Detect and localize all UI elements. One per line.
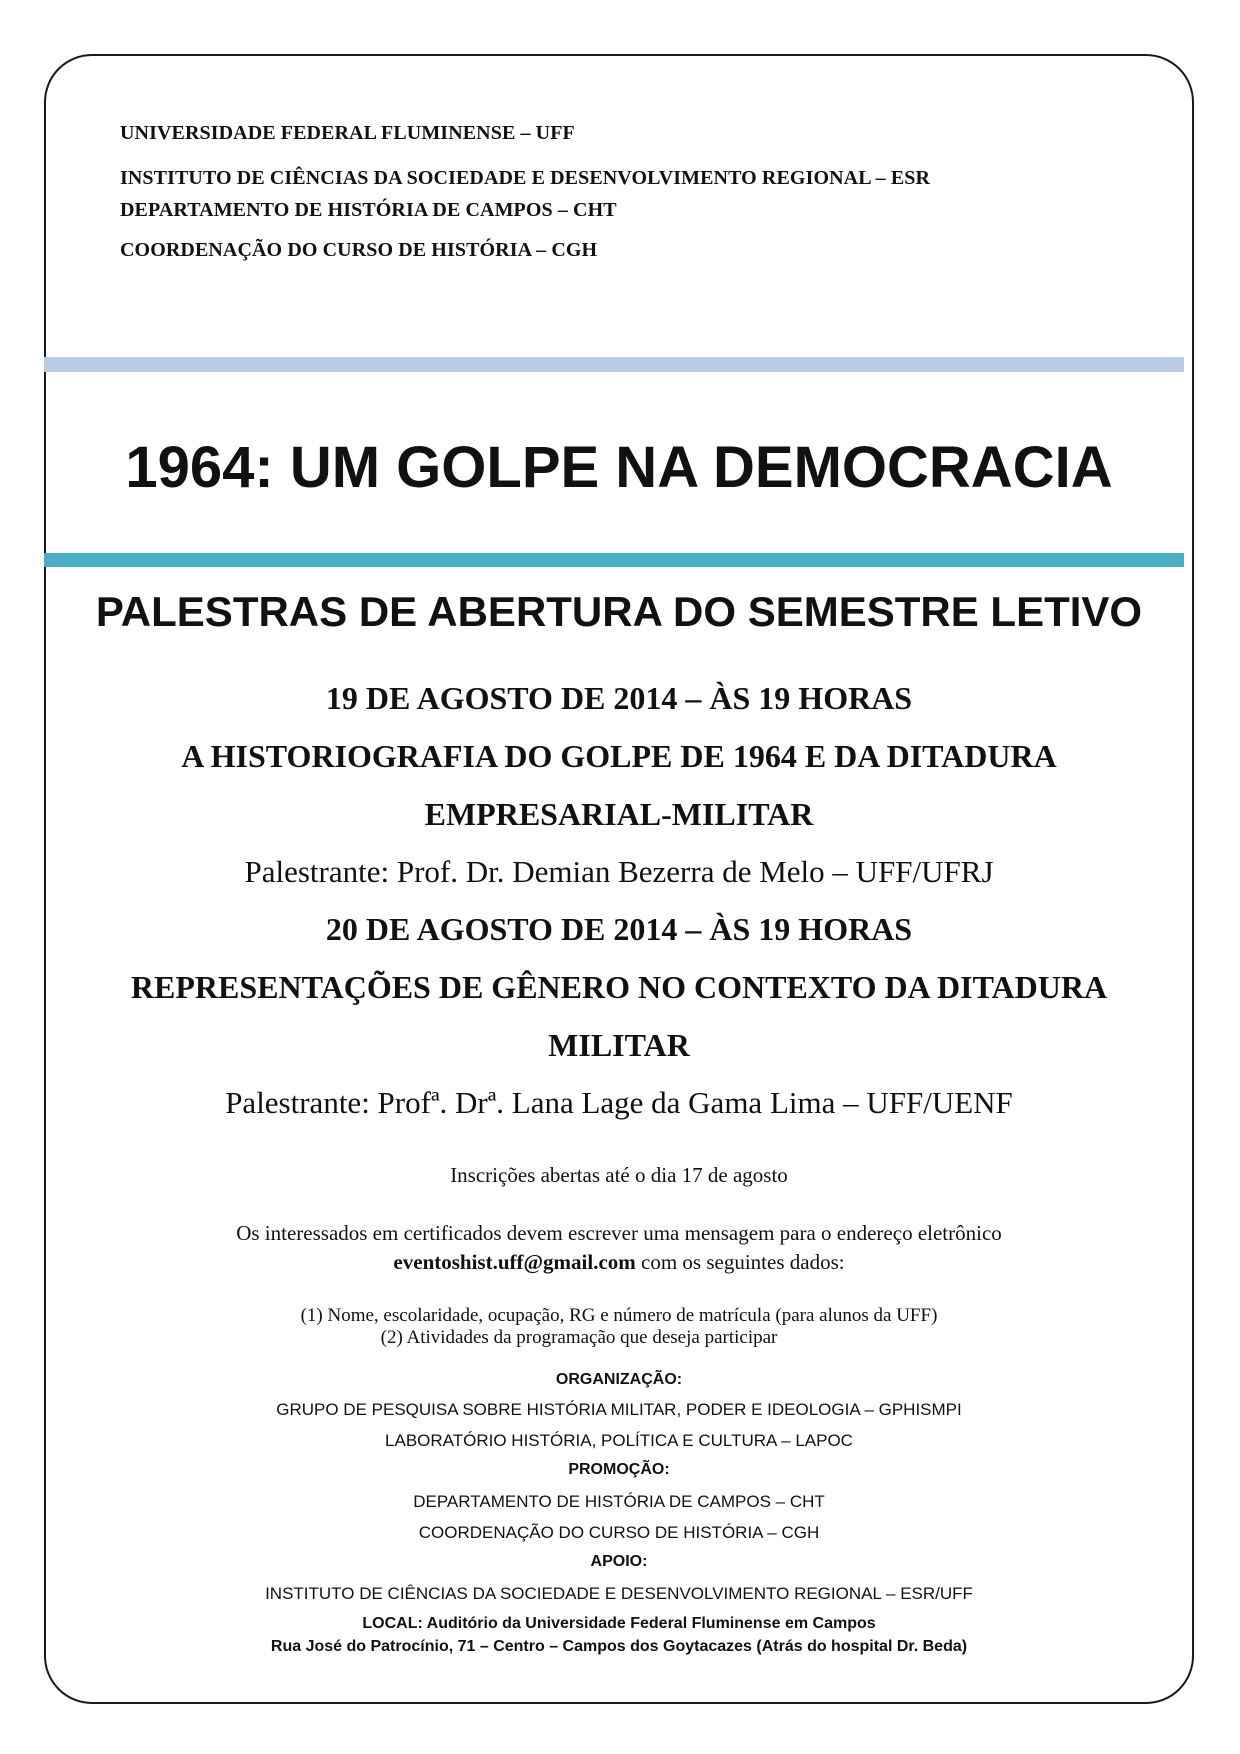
location-line: LOCAL: Auditório da Universidade Federal Fluminense em Campos xyxy=(362,1615,876,1632)
certificate-email-line xyxy=(44,1250,1194,1275)
certificate-items xyxy=(44,1305,1194,1349)
lecture-1-topic: A HISTORIOGRAFIA DO GOLPE DE 1964 E DA DITADURA xyxy=(181,738,1057,774)
organization-label: ORGANIZAÇÃO: xyxy=(555,1371,683,1388)
certificate-item: (2) Atividades da programação que deseja participar xyxy=(380,1327,778,1348)
divider-teal xyxy=(44,553,1184,567)
lecture-2-topic-cont: MILITAR xyxy=(548,1027,690,1063)
support-item: INSTITUTO DE CIÊNCIAS DA SOCIEDADE E DESENVOLVIMENTO REGIONAL – ESR/UFF xyxy=(265,1584,973,1603)
lecture-2-topic: REPRESENTAÇÕES DE GÊNERO NO CONTEXTO DA DITADURA xyxy=(130,969,1108,1005)
university-name: UNIVERSIDADE FEDERAL FLUMINENSE – UFF xyxy=(120,122,575,144)
promotion-item: COORDENAÇÃO DO CURSO DE HISTÓRIA – CGH xyxy=(418,1523,820,1542)
lecture-1-date: 19 DE AGOSTO DE 2014 – ÀS 19 HORAS xyxy=(325,680,913,716)
certificate-line-rest: com os seguintes dados: xyxy=(635,1250,845,1274)
lecture-1-topic-cont: EMPRESARIAL-MILITAR xyxy=(424,796,814,832)
lecture-1-speaker: Palestrante: Prof. Dr. Demian Bezerra de Melo – UFF/UFRJ xyxy=(244,854,994,889)
certificate-item: (1) Nome, escolaridade, ocupação, RG e número de matrícula (para alunos da UFF) xyxy=(300,1305,938,1326)
promotion-label: PROMOÇÃO: xyxy=(568,1461,670,1478)
promotion-item: DEPARTAMENTO DE HISTÓRIA DE CAMPOS – CHT xyxy=(413,1492,825,1511)
coordination-name: COORDENAÇÃO DO CURSO DE HISTÓRIA – CGH xyxy=(120,239,598,261)
institute-name: INSTITUTO DE CIÊNCIAS DA SOCIEDADE E DESENVOLVIMENTO REGIONAL – ESR xyxy=(120,167,931,189)
certificate-line: Os interessados em certificados devem escrever uma mensagem para o endereço eletrônico xyxy=(236,1221,1002,1245)
registration-note: Inscrições abertas até o dia 17 de agosto xyxy=(450,1163,788,1187)
support-label: APOIO: xyxy=(590,1553,648,1570)
contact-email[interactable]: eventoshist.uff@gmail.com xyxy=(393,1250,636,1274)
event-subtitle: PALESTRAS DE ABERTURA DO SEMESTRE LETIVO xyxy=(95,588,1143,635)
divider-light xyxy=(44,357,1184,372)
lecture-2-date: 20 DE AGOSTO DE 2014 – ÀS 19 HORAS xyxy=(325,911,913,947)
lecture-2-speaker: Palestrante: Profª. Drª. Lana Lage da Gama Lima – UFF/UENF xyxy=(225,1085,1013,1120)
department-name: DEPARTAMENTO DE HISTÓRIA DE CAMPOS – CHT xyxy=(120,199,617,221)
organization-item: LABORATÓRIO HISTÓRIA, POLÍTICA E CULTURA – LAPOC xyxy=(385,1431,853,1450)
address-line: Rua José do Patrocínio, 71 – Centro – Campos dos Goytacazes (Atrás do hospital Dr. Beda) xyxy=(270,1638,968,1655)
page-title: 1964: UM GOLPE NA DEMOCRACIA xyxy=(125,435,1113,500)
organization-item: GRUPO DE PESQUISA SOBRE HISTÓRIA MILITAR, PODER E IDEOLOGIA – GPHISMPI xyxy=(276,1400,962,1419)
